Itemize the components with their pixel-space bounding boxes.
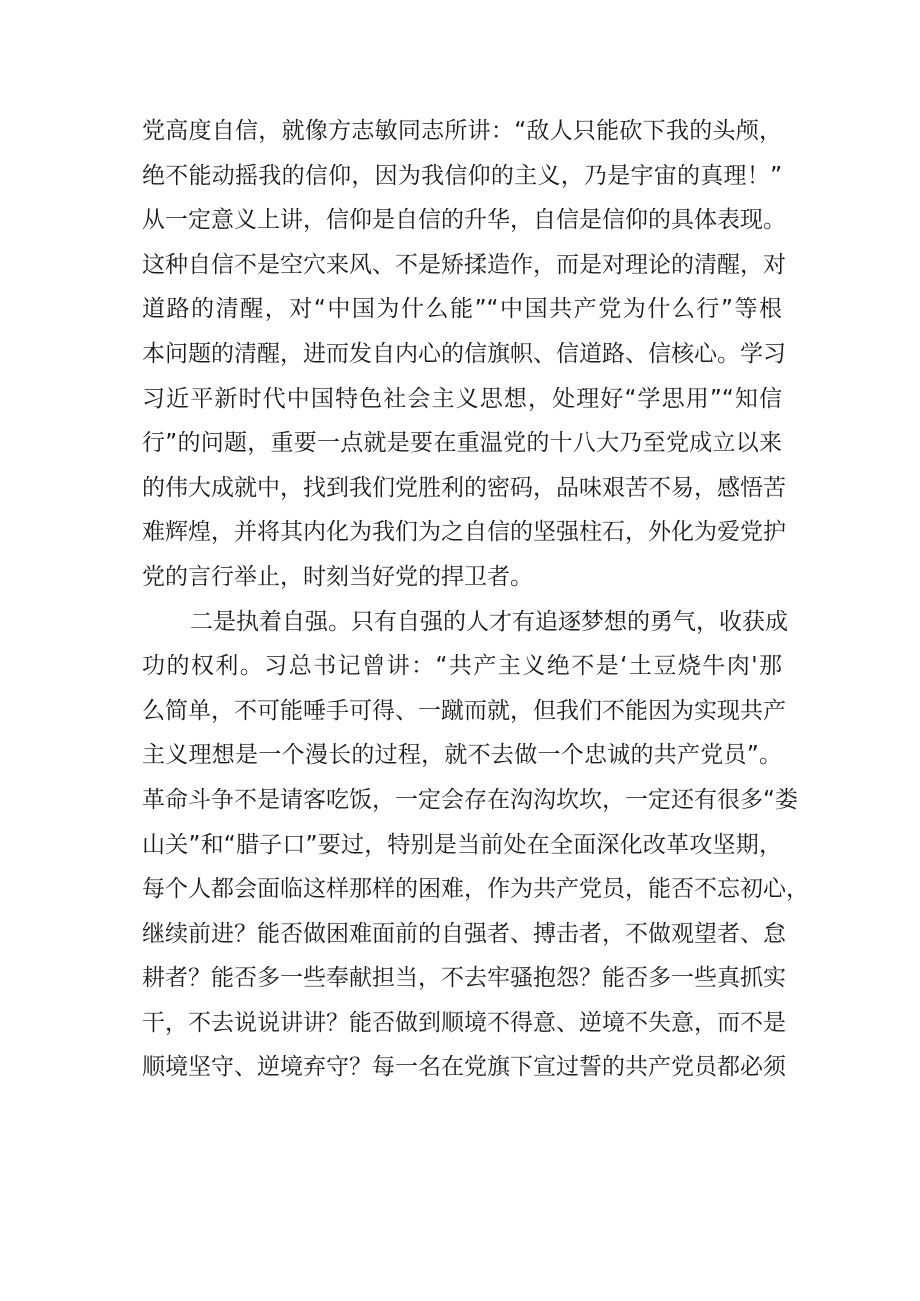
text-line: 的伟大成就中，找到我们党胜利的密码，品味艰苦不易，感悟苦 <box>142 474 786 501</box>
text-line: 继续前进？能否做困难面前的自强者、搏击者，不做观望者、怠 <box>142 920 786 947</box>
text-line: 道路的清醒，对“中国为什么能”“中国共产党为什么行”等根 <box>142 296 782 323</box>
text-line: 习近平新时代中国特色社会主义思想，处理好“学思用”“知信 <box>142 385 782 412</box>
text-line: 干，不去说说讲讲？能否做到顺境不得意、逆境不失意，而不是 <box>142 1009 786 1036</box>
paragraph-start-line: 二是执着自强。只有自强的人才有追逐梦想的勇气，收获成 <box>190 608 788 635</box>
text-line: 革命斗争不是请客吃饭，一定会存在沟沟坎坎，一定还有很多“娄 <box>142 786 798 813</box>
text-line: 这种自信不是空穴来风、不是矫揉造作，而是对理论的清醒，对 <box>142 251 786 278</box>
text-line: 从一定意义上讲，信仰是自信的升华，自信是信仰的具体表现。 <box>142 207 786 234</box>
text-line: 山关”和“腊子口”要过，特别是当前处在全面深化改革攻坚期， <box>142 831 782 858</box>
text-line: 本问题的清醒，进而发自内心的信旗帜、信道路、信核心。学习 <box>142 340 786 367</box>
text-line: 耕者？能否多一些奉献担当，不去牢骚抱怨？能否多一些真抓实 <box>142 965 786 992</box>
text-line: 难辉煌，并将其内化为我们为之自信的坚强柱石，外化为爱党护 <box>142 519 786 546</box>
text-line: 每个人都会面临这样那样的困难，作为共产党员，能否不忘初心， <box>142 876 809 903</box>
body-text <box>142 109 809 1090</box>
text-line: 主义理想是一个漫长的过程，就不去做一个忠诚的共产党员”。 <box>142 742 782 769</box>
text-line: 绝不能动摇我的信仰，因为我信仰的主义，乃是宇宙的真理！” <box>142 162 782 189</box>
text-line: 么简单，不可能唾手可得、一蹴而就，但我们不能因为实现共产 <box>142 697 786 724</box>
text-line: 功的权利。习总书记曾讲：“共产主义绝不是‘土豆烧牛肉'那 <box>142 653 782 680</box>
text-line: 行”的问题，重要一点就是要在重温党的十八大乃至党成立以来 <box>142 430 782 457</box>
paragraph-end-line: 党的言行举止，时刻当好党的捍卫者。 <box>142 563 533 590</box>
text-line: 顺境坚守、逆境弃守？每一名在党旗下宣过誓的共产党员都必须 <box>142 1054 786 1081</box>
text-line: 党高度自信，就像方志敏同志所讲：“敌人只能砍下我的头颅， <box>142 118 782 144</box>
